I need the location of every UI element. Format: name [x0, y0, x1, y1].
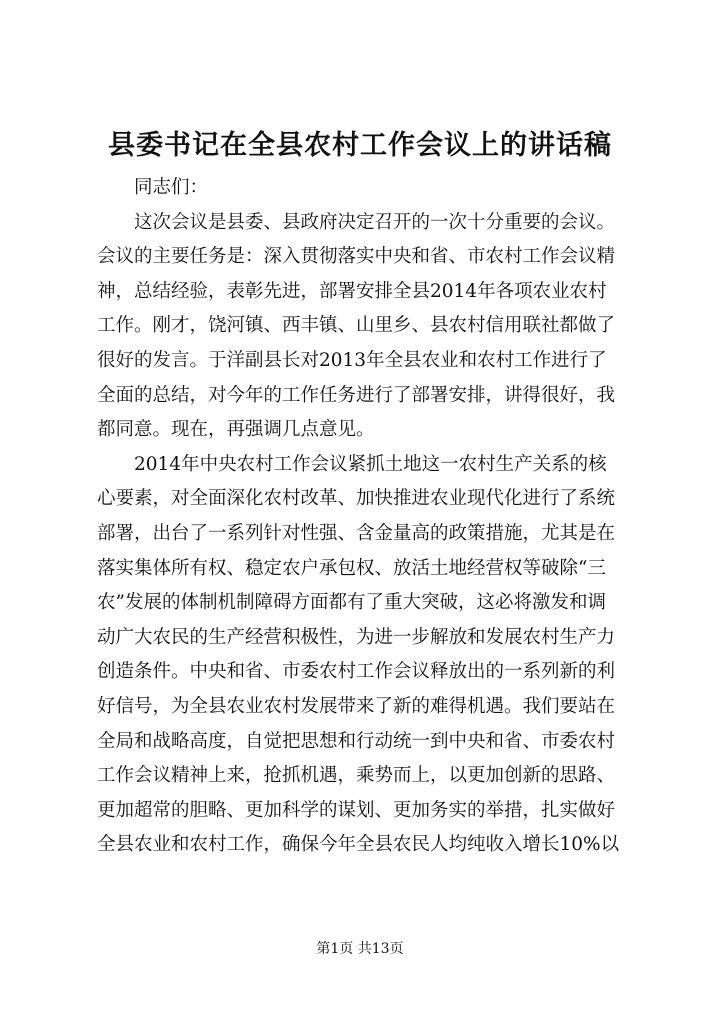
paragraph-2-line-9: 全局和战略高度，自觉把思想和行动统一到中央和省、市委农村: [97, 730, 616, 752]
paragraph-1-line-5: 很好的发言。于洋副县长对2013年全县农业和农村工作进行了: [97, 349, 607, 371]
paragraph-1-line-6: 全面的总结，对今年的工作任务进行了部署安排，讲得很好，我: [97, 384, 616, 406]
paragraph-2-line-3: 部署，出台了一系列针对性强、含金量高的政策措施，尤其是在: [97, 522, 616, 544]
paragraph-2-line-2: 心要素，对全面深化农村改革、加快推进农业现代化进行了系统: [97, 488, 616, 510]
paragraph-2-line-11: 更加超常的胆略、更加科学的谋划、更加务实的举措，扎实做好: [97, 799, 616, 821]
paragraph-1-line-3: 神，总结经验，表彰先进，部署安排全县2014年各项农业农村: [97, 280, 607, 302]
paragraph-2-line-10: 工作会议精神上来，抢抓机遇，乘势而上，以更加创新的思路、: [97, 765, 616, 787]
document-body: [97, 171, 657, 863]
paragraph-2-line-6: 动广大农民的生产经营积极性，为进一步解放和发展农村生产力: [97, 626, 616, 648]
page-number-footer: 第1页 共13页: [316, 941, 404, 957]
paragraph-1-line-4: 工作。刚才，饶河镇、西丰镇、山里乡、县农村信用联社都做了: [97, 315, 616, 337]
paragraph-2-line-8: 好信号，为全县农业农村发展带来了新的难得机遇。我们要站在: [97, 695, 616, 717]
paragraph-2-line-4: 落实集体所有权、稳定农户承包权、放活土地经营权等破除“三: [97, 557, 606, 579]
document-title: 县委书记在全县农村工作会议上的讲话稿: [108, 130, 612, 161]
paragraph-2-line-12: 全县农业和农村工作，确保今年全县农民人均纯收入增长10%以: [97, 834, 620, 856]
paragraph-2-line-7: 创造条件。中央和省、市委农村工作会议释放出的一系列新的利: [97, 661, 616, 683]
paragraph-2-line-1: 2014年中央农村工作会议紧抓土地这一农村生产关系的核: [134, 453, 607, 475]
salutation-line: 同志们：: [134, 177, 209, 198]
paragraph-2-line-5: 农”发展的体制机制障碍方面都有了重大突破，这必将激发和调: [97, 592, 606, 614]
paragraph-1-line-2: 会议的主要任务是：深入贯彻落实中央和省、市农村工作会议精: [97, 246, 616, 268]
paragraph-1-line-7: 都同意。现在，再强调几点意见。: [97, 419, 375, 441]
paragraph-1-line-1: 这次会议是县委、县政府决定召开的一次十分重要的会议。: [134, 211, 616, 233]
